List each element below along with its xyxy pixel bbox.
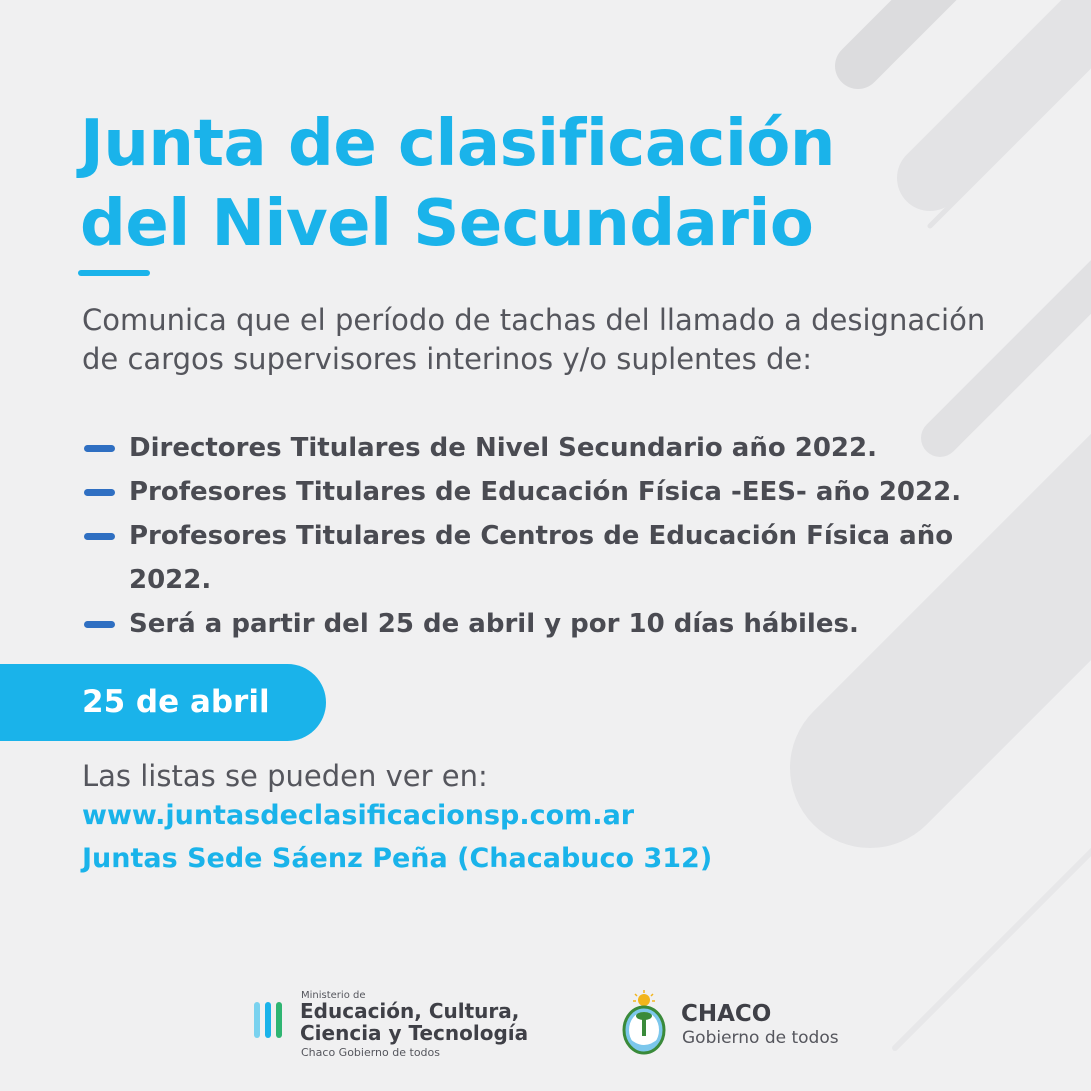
ministry-name-line-1: Educación, Cultura, [300, 999, 520, 1023]
title-line-2: del Nivel Secundario [80, 187, 814, 261]
title-line-1: Junta de clasificación [80, 107, 835, 181]
list-item-text: Será a partir del 25 de abril y por 10 días hábiles. [129, 609, 859, 639]
lists-label: Las listas se pueden ver en: [82, 759, 488, 793]
ministry-small-label: Ministerio de [301, 990, 366, 1001]
list-item-text-continued: 2022. [129, 565, 212, 595]
dash-icon [84, 533, 115, 540]
bullet-list [84, 426, 1044, 646]
date-badge [0, 664, 326, 741]
intro-text: Comunica que el período de tachas del llamado a designación de cargos supervisores interinos y/o suplentes de: [82, 303, 986, 376]
page-title [80, 104, 835, 264]
website-link[interactable]: www.juntasdeclasificacionsp.com.ar [82, 800, 635, 831]
sede-address: Juntas Sede Sáenz Peña (Chacabuco 312) [82, 843, 713, 874]
date-badge-label: 25 de abril [82, 684, 270, 720]
dash-icon [84, 621, 115, 628]
list-item-text: Directores Titulares de Nivel Secundario año 2022. [129, 433, 877, 463]
dash-icon [84, 445, 115, 452]
list-item [84, 426, 1044, 470]
list-item [84, 602, 1044, 646]
three-bars-icon [252, 1000, 292, 1040]
list-item [84, 514, 1044, 602]
chaco-name: CHACO [681, 1001, 772, 1027]
ministry-name-line-2: Ciencia y Tecnología [300, 1021, 529, 1045]
title-underline [78, 270, 150, 276]
list-item [84, 470, 1044, 514]
list-item-text: Profesores Titulares de Educación Física -EES- año 2022. [129, 477, 962, 507]
coat-of-arms-icon [618, 990, 670, 1060]
chaco-tagline: Gobierno de todos [682, 1028, 839, 1048]
ministry-name [300, 1000, 528, 1044]
ministry-tagline: Chaco Gobierno de todos [301, 1046, 440, 1059]
dash-icon [84, 489, 115, 496]
list-item-text: Profesores Titulares de Centros de Educación Física año [129, 521, 954, 551]
